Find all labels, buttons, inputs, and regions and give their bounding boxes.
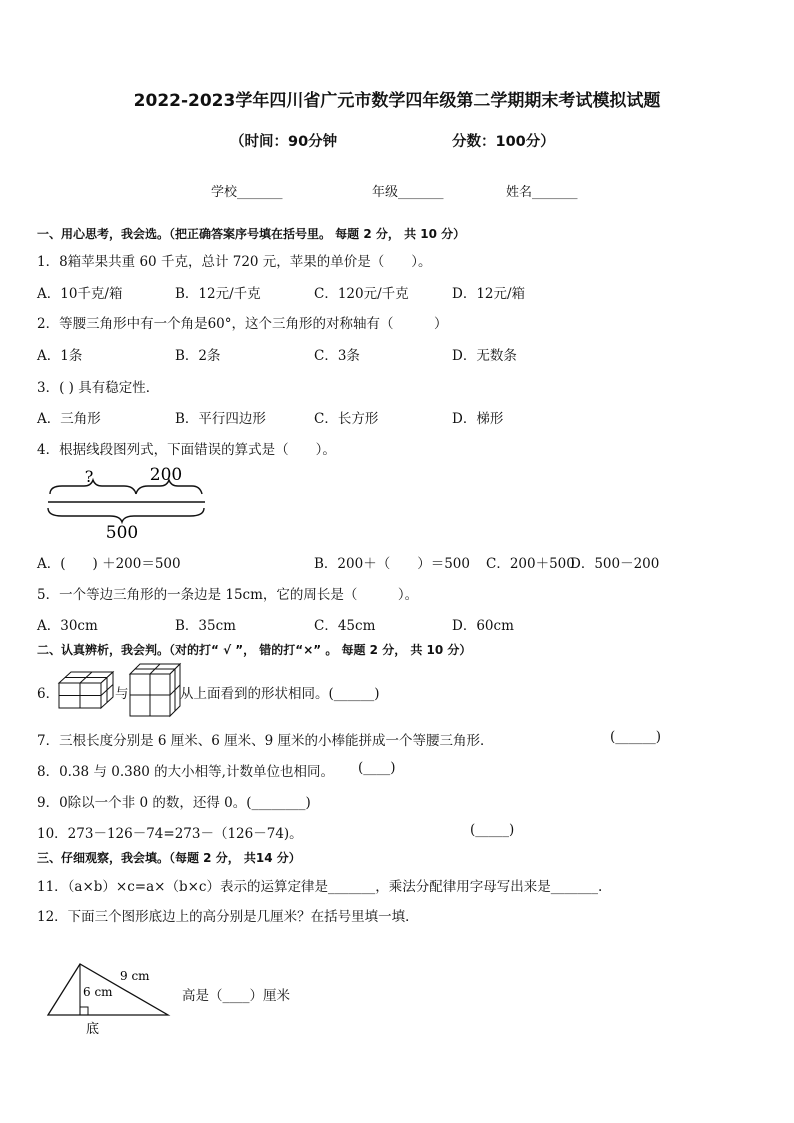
question-2: 2．等腰三角形中有一个角是60°，这个三角形的对称轴有（ ） xyxy=(37,316,448,332)
q1-option-c: C．120元/千克 xyxy=(314,286,409,302)
section3-heading: 三、仔细观察，我会填。（每题 2 分， 共14 分） xyxy=(37,851,301,865)
q4-option-d: D．500－200 xyxy=(570,556,660,572)
q1-option-b: B．12元/千克 xyxy=(175,286,261,302)
question-5: 5．一个等边三角形的一条边是 15cm，它的周长是（ ）。 xyxy=(37,587,419,603)
name-field: 姓名_______ xyxy=(506,185,578,200)
q4-option-c: C．200＋500 xyxy=(486,556,575,572)
exam-score: 分数：100分） xyxy=(452,134,555,150)
q6-connector: 与 xyxy=(115,686,129,702)
exam-time: （时间：90分钟 xyxy=(230,134,338,150)
q10-answer-blank[interactable]: (_____) xyxy=(470,822,515,838)
q3-option-c: C．长方形 xyxy=(314,411,379,427)
question-1: 1．8箱苹果共重 60 千克，总计 720 元，苹果的单价是（ ）。 xyxy=(37,254,432,270)
q6-number: 6． xyxy=(37,686,60,702)
q5-option-a: A．30cm xyxy=(37,618,98,634)
segment-diagram xyxy=(40,462,210,544)
q8-answer-blank[interactable]: (____) xyxy=(358,760,396,776)
q2-option-d: D．无数条 xyxy=(452,348,517,364)
question-3: 3．( ) 具有稳定性． xyxy=(37,380,160,396)
diagram-unknown-label: ? xyxy=(84,467,94,486)
section2-heading: 二、认真辨析，我会判。（对的打“ √ ”， 错的打“×” 。 每题 2 分， 共 10 分） xyxy=(37,643,472,657)
section1-heading: 一、用心思考，我会选。（把正确答案序号填在括号里。 每题 2 分， 共 10 分） xyxy=(37,227,466,241)
right-angle-mark xyxy=(80,1007,88,1015)
cube-shape-right xyxy=(128,662,182,718)
base-label: 底 xyxy=(86,1022,100,1037)
q3-option-d: D．梯形 xyxy=(452,411,504,427)
q7-answer-blank[interactable]: (______) xyxy=(610,729,662,745)
q2-option-a: A．1条 xyxy=(37,348,83,364)
q4-option-a: A．( ) ＋200＝500 xyxy=(37,556,181,572)
question-11: 11．（a×b）×c=a×（b×c）表示的运算定律是_______，乘法分配律用字母写出来是_______. xyxy=(37,879,603,895)
grade-field: 年级_______ xyxy=(372,185,444,200)
q3-option-a: A．三角形 xyxy=(37,411,101,427)
q1-option-d: D．12元/箱 xyxy=(452,286,526,302)
school-field: 学校_______ xyxy=(211,185,283,200)
q2-option-b: B．2条 xyxy=(175,348,221,364)
cube-shape-left xyxy=(57,670,115,710)
question-10: 10．273－126－74=273－（126－74)。 xyxy=(37,826,303,842)
q5-option-b: B．35cm xyxy=(175,618,236,634)
triangle-figure xyxy=(40,958,180,1040)
q3-option-b: B．平行四边形 xyxy=(175,411,266,427)
question-7: 7．三根长度分别是 6 厘米、6 厘米、9 厘米的小棒能拼成一个等腰三角形． xyxy=(37,733,494,749)
q2-option-c: C．3条 xyxy=(314,348,360,364)
q5-option-c: C．45cm xyxy=(314,618,376,634)
side-length-label: 9 cm xyxy=(120,969,150,983)
q12-answer[interactable]: 高是（____）厘米 xyxy=(182,988,290,1004)
height-length-label: 6 cm xyxy=(83,985,113,999)
brace-total xyxy=(48,508,204,522)
diagram-total-label: 500 xyxy=(105,523,139,543)
question-8: 8．0.38 与 0.380 的大小相等,计数单位也相同。 xyxy=(37,764,334,780)
question-12: 12．下面三个图形底边上的高分别是几厘米？在括号里填一填． xyxy=(37,909,419,925)
page-title: 2022-2023学年四川省广元市数学四年级第二学期期末考试模拟试题 xyxy=(133,91,661,111)
question-4: 4．根据线段图列式，下面错误的算式是（ ）。 xyxy=(37,442,336,458)
question-9: 9．0除以一个非 0 的数，还得 0。(________) xyxy=(37,795,311,811)
q4-option-b: B．200＋（ ）＝500 xyxy=(314,556,470,572)
question-6: 从上面看到的形状相同。(______) xyxy=(180,686,380,702)
q5-option-d: D．60cm xyxy=(452,618,514,634)
q1-option-a: A．10千克/箱 xyxy=(37,286,123,302)
diagram-part-label: 200 xyxy=(149,465,183,485)
